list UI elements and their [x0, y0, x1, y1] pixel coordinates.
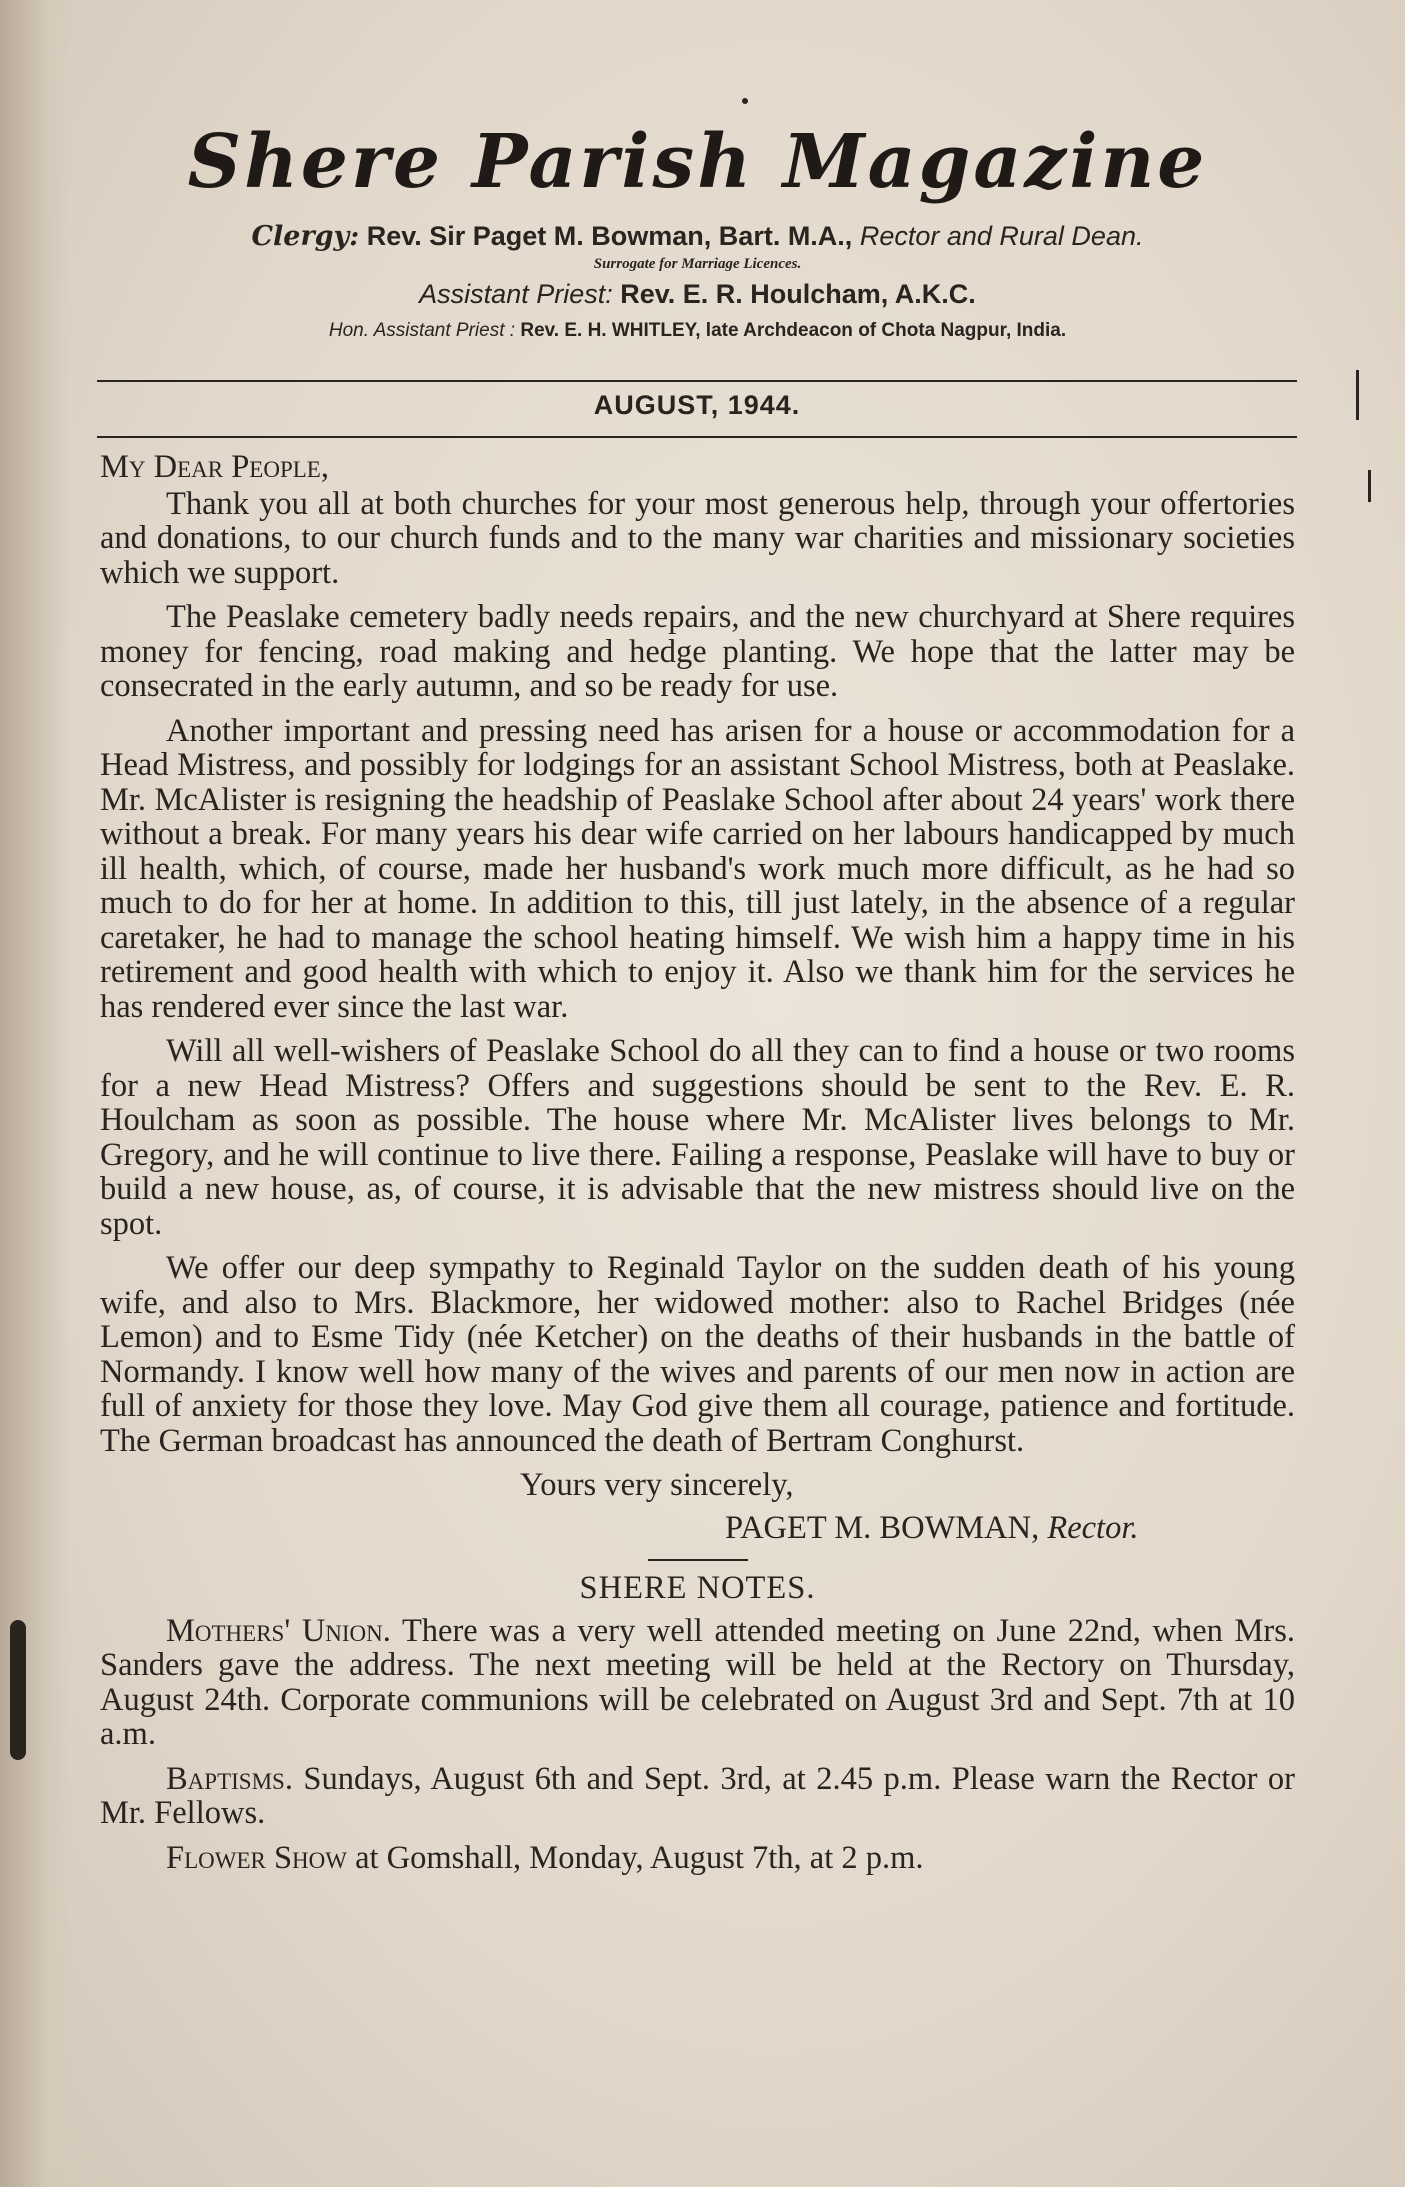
- clergy-role: Rector and Rural Dean.: [859, 221, 1144, 251]
- surrogate-line: Surrogate for Marriage Licences.: [593, 256, 802, 272]
- note-item: [100, 1841, 1295, 1876]
- page-edge-shadow: [0, 0, 70, 2187]
- signoff: Yours very sincerely,: [520, 1467, 794, 1503]
- masthead-rule-bottom: [97, 436, 1297, 438]
- note-item: [100, 1762, 1295, 1831]
- masthead: [100, 119, 1295, 342]
- letter-paragraph: Thank you all at both churches for your most generous help, through your offertories and donations, to our church funds and to the many war charities and missionary societies which we support.: [100, 485, 1295, 591]
- ink-speck: [742, 98, 748, 104]
- assistant-label: Assistant Priest:: [419, 279, 613, 309]
- issue-date: AUGUST, 1944.: [593, 390, 801, 420]
- clergy-line: [100, 221, 1295, 252]
- signature-name: PAGET M. BOWMAN,: [725, 1509, 1040, 1546]
- letter-paragraph: Will all well-wishers of Peaslake School do all they can to find a house or two rooms for a new Head Mistress? Offers and suggestions should be sent to the Rev. E. R. Houlcham as soon as possible. The house where Mr. McAlister lives belongs to Mr. Gregory, and he will continue to live there. Failing a response, Peaslake will have to buy or build a new house, as, of course, it is advisable that the new mistress should live on the spot.: [100, 1033, 1295, 1242]
- assistant-priest-line: [100, 279, 1295, 310]
- hon-text: Rev. E. H. WHITLEY, late Archdeacon of Chota Nagpur, India.: [520, 320, 1067, 341]
- letter-paragraph: The Peaslake cemetery badly needs repairs, and the new churchyard at Shere requires money for fencing, road making and hedge planting. We hope that the latter may be consecrated in the early autumn, and so be ready for use.: [100, 599, 1295, 704]
- note-item: [100, 1614, 1295, 1752]
- letter-body: [100, 450, 1295, 1885]
- note-label: Flower Show: [166, 1839, 347, 1876]
- edge-mark: [1368, 470, 1371, 502]
- magazine-title: Shere Parish Magazine: [187, 119, 1208, 205]
- edge-mark: [10, 1620, 26, 1760]
- letter-paragraph: We offer our deep sympathy to Reginald Taylor on the sudden death of his young wife, and also to Mrs. Blackmore, her widowed mother: also to Rachel Bridges (née Lemon) and to Esme Tidy (née Ketcher) on the deaths of their husbands in the battle of Normandy. I know well how many of the wives and parents of our men now in action are full of anxiety for those they love. May God give them all courage, patience and fortitude. The German broadcast has announced the death of Bertram Conghurst.: [100, 1250, 1295, 1459]
- clergy-text: Rev. Sir Paget M. Bowman, Bart. M.A.,: [366, 221, 853, 251]
- hon-label: Hon. Assistant Priest :: [328, 320, 516, 341]
- note-text: Sundays, August 6th and Sept. 3rd, at 2.45 p.m. Please warn the Rector or Mr. Fellows.: [100, 1760, 1295, 1831]
- hon-assistant-line: [100, 320, 1295, 342]
- masthead-rule-top: [97, 380, 1297, 382]
- signature-title: Rector.: [1047, 1509, 1139, 1546]
- clergy-label: Clergy:: [251, 221, 360, 252]
- salutation: My Dear People,: [100, 449, 329, 485]
- note-text: There was a very well attended meeting on June 22nd, when Mrs. Sanders gave the address. The next meeting will be held at the Rectory on Thursday, August 24th. Corporate communions will be celebrated on August 3rd and Sept. 7th at 10 a.m.: [100, 1612, 1295, 1752]
- notes-divider: [648, 1559, 748, 1561]
- letter-paragraph: Another important and pressing need has arisen for a house or accommodation for a Head Mistress, and possibly for lodgings for an assistant School Mistress, both at Peaslake. Mr. McAlister is resigning the headship of Peaslake School after about 24 years' work there without a break. For many years his dear wife carried on her labours handicapped by much ill health, which, of course, made her husband's work much more difficult, as he had so much to do for her at home. In addition to this, till just lately, in the absence of a regular caretaker, he had to manage the school heating himself. We wish him a happy time in his retirement and good health with which to enjoy it. Also we thank him for the services he has rendered ever since the last war.: [100, 712, 1295, 1025]
- note-label: Mothers' Union.: [166, 1612, 391, 1649]
- edge-mark: [1356, 370, 1359, 420]
- assistant-text: Rev. E. R. Houlcham, A.K.C.: [620, 279, 976, 309]
- note-label: Baptisms.: [166, 1760, 293, 1797]
- note-text: at Gomshall, Monday, August 7th, at 2 p.m.: [355, 1839, 924, 1876]
- signature: [100, 1511, 1295, 1546]
- notes-heading: SHERE NOTES.: [579, 1570, 816, 1606]
